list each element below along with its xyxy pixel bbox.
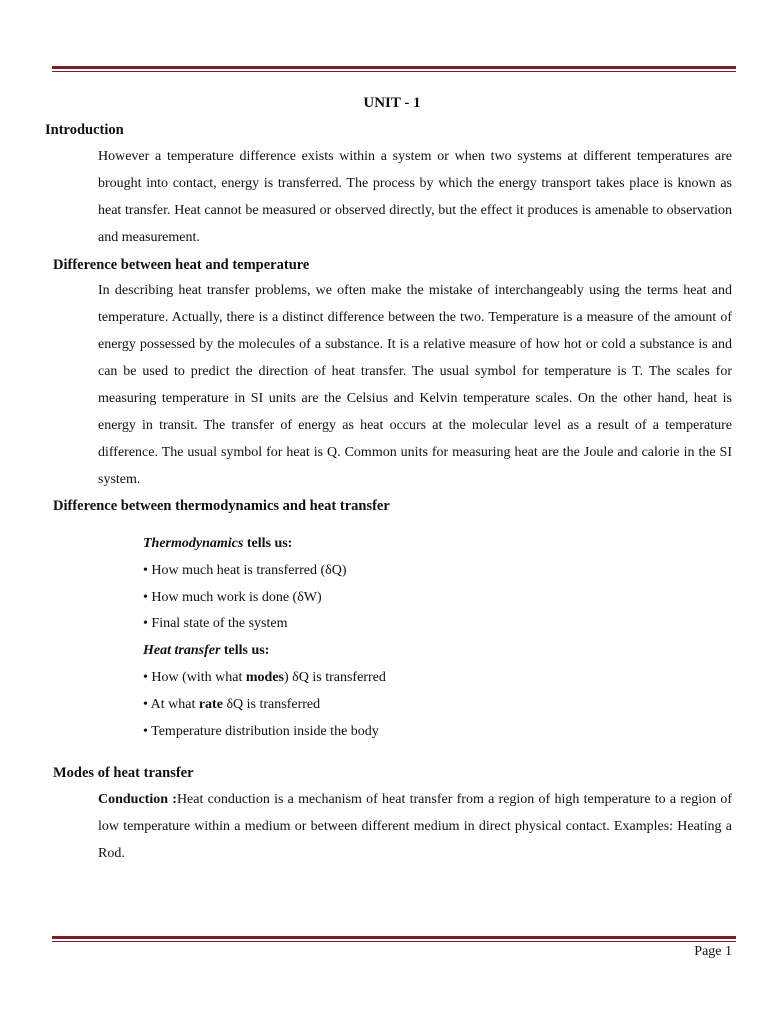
intro-heading: Introduction: [45, 122, 124, 138]
header-rule: [52, 66, 736, 72]
ht-label: Heat transfer tells us:: [143, 643, 270, 659]
thermo-ht-list: [143, 531, 386, 745]
heat-temp-paragraph: In describing heat transfer problems, we often make the mistake of interchangeably using the terms heat and temperature. Actually, there is a distinct difference between the two. Temperature is a measure of the amount of energy possessed by the molecules of a substance. It is a relative measure of how hot or cold a substance is and can be used to predict the direction of heat transfer. The usual symbol for temperature is T. The scales for measuring temperature in SI units are the Celsius and Kelvin temperature scales. On the other hand, heat is energy in transit. The transfer of energy as heat occurs at the molecular level as a result of a temperature difference. The usual symbol for heat is Q. Common units for measuring heat are the Joule and calorie in the SI system.: [98, 283, 732, 487]
page-number: Page 1: [694, 944, 732, 959]
thermo-label: Thermodynamics tells us:: [143, 536, 293, 551]
heat-temp-heading: Difference between heat and temperature: [53, 257, 310, 273]
intro-paragraph: However a temperature difference exists within a system or when two systems at different temperatures are brought into contact, energy is transferred. The process by which the energy transport takes place is known as heat transfer. Heat cannot be measured or observed directly, but the effect it produces is amenable to observation and measurement.: [98, 149, 732, 245]
list-item: • Temperature distribution inside the body: [143, 723, 379, 739]
list-item: • Final state of the system: [143, 616, 288, 632]
list-item: • How much heat is transferred (δQ): [143, 562, 347, 578]
list-item: • At what rate δQ is transferred: [143, 696, 321, 712]
conduction-paragraph: Conduction :Heat conduction is a mechanism of heat transfer from a region of high temperature to a region of low temperature within a medium or between different medium in direct physical contact. Examples: Heating a Rod.: [98, 792, 732, 861]
unit-title: UNIT - 1: [363, 95, 421, 111]
thermo-ht-heading: Difference between thermodynamics and heat transfer: [53, 498, 390, 514]
modes-heading: Modes of heat transfer: [53, 765, 194, 781]
footer-rule: [52, 936, 736, 942]
list-item: • How much work is done (δW): [143, 589, 322, 605]
list-item: • How (with what modes) δQ is transferred: [143, 669, 386, 685]
conduction-label: Conduction :: [98, 792, 177, 807]
